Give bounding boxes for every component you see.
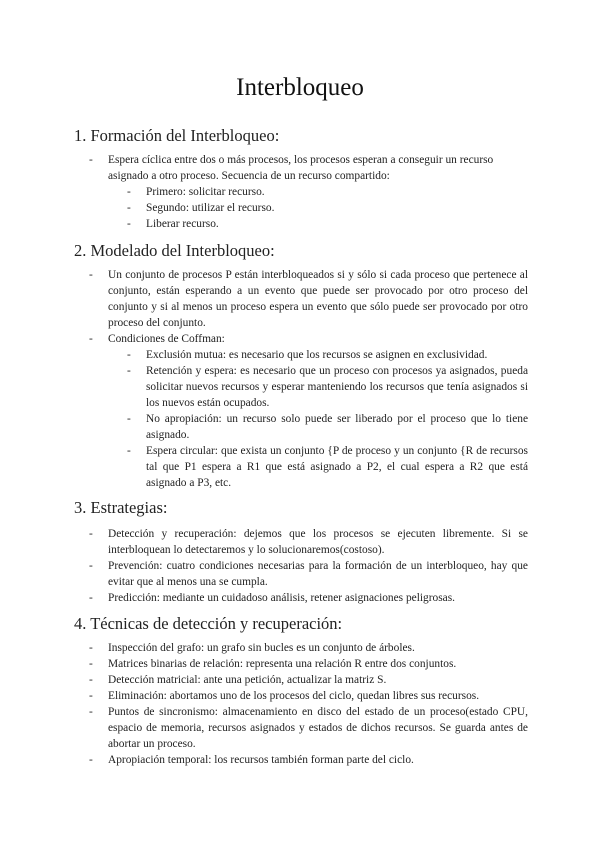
bullet-dash: - xyxy=(89,658,93,670)
section-heading: 3. Estrategias: xyxy=(74,498,168,517)
bullet-dash: - xyxy=(89,690,93,702)
section-heading: 1. Formación del Interbloqueo: xyxy=(74,126,280,145)
bullet-dash: - xyxy=(127,186,131,198)
list-item xyxy=(89,704,528,752)
sub-list-item xyxy=(127,363,528,411)
sub-list-item-text: Liberar recurso. xyxy=(146,218,219,230)
bullet-dash: - xyxy=(89,333,93,345)
bullet-dash: - xyxy=(89,154,93,166)
section-heading: 4. Técnicas de detección y recuperación: xyxy=(74,614,343,633)
list-item xyxy=(89,558,528,590)
sub-list-item-text: Primero: solicitar recurso. xyxy=(146,186,265,198)
list-item-text: Matrices binarias de relación: representa una relación R entre dos conjuntos. xyxy=(108,658,457,670)
bullet-dash: - xyxy=(127,365,131,377)
sub-list-item-text: Retención y espera: es necesario que un proceso con procesos ya asignados, pueda solicitar nuevos recursos y esperar manteniendo los recursos que tenía asignados si los nuevos están ocupados. xyxy=(146,365,528,409)
sub-list-item xyxy=(127,411,528,443)
sub-list-item-text: Segundo: utilizar el recurso. xyxy=(146,202,275,214)
list-item-text: Detección y recuperación: dejemos que los procesos se ejecuten libremente. Si se interbloquean lo detectaremos y lo solucionaremos(costoso). xyxy=(108,528,528,556)
sub-list xyxy=(108,347,528,491)
bullet-dash: - xyxy=(89,560,93,572)
sub-list-item xyxy=(127,216,528,232)
section-list xyxy=(0,267,528,491)
bullet-dash: - xyxy=(89,706,93,718)
bullet-dash: - xyxy=(127,202,131,214)
bullet-dash: - xyxy=(89,592,93,604)
section-list xyxy=(0,640,528,768)
list-item-text: Eliminación: abortamos uno de los procesos del ciclo, quedan libres sus recursos. xyxy=(108,690,480,702)
list-item xyxy=(89,590,528,606)
list-item xyxy=(89,640,528,656)
section-list xyxy=(0,526,528,606)
bullet-dash: - xyxy=(89,642,93,654)
bullet-dash: - xyxy=(89,674,93,686)
list-item xyxy=(89,152,528,232)
list-item xyxy=(89,331,528,491)
bullet-dash: - xyxy=(89,528,93,540)
section-heading: 2. Modelado del Interbloqueo: xyxy=(74,241,275,260)
bullet-dash: - xyxy=(89,754,93,766)
sub-list xyxy=(108,184,528,232)
bullet-dash: - xyxy=(127,218,131,230)
list-item xyxy=(89,656,528,672)
list-item-text: Espera cíclica entre dos o más procesos, los procesos esperan a conseguir un recurso asignado a otro proceso. Secuencia de un recurso compartido: xyxy=(108,154,494,182)
list-item xyxy=(89,688,528,704)
list-item-text: Detección matricial: ante una petición, actualizar la matriz S. xyxy=(108,674,387,686)
list-item-text: Prevención: cuatro condiciones necesarias para la formación de un interbloqueo, hay que evitar que al menos una se cumpla. xyxy=(108,560,528,588)
sub-list-item-text: No apropiación: un recurso solo puede ser liberado por el proceso que lo tiene asignado. xyxy=(146,413,528,441)
list-item xyxy=(89,526,528,558)
sub-list-item xyxy=(127,184,528,200)
bullet-dash: - xyxy=(89,269,93,281)
sub-list-item xyxy=(127,200,528,216)
list-item-text: Un conjunto de procesos P están interbloqueados si y sólo si cada proceso que pertenece al conjunto, están esperando a un evento que puede ser provocado por otro proceso del conjunto y si al menos un proceso espera un evento que sólo puede ser provocado por otro proceso del conjunto. xyxy=(108,269,528,329)
bullet-dash: - xyxy=(127,349,131,361)
list-item xyxy=(89,672,528,688)
list-item-text: Inspección del grafo: un grafo sin bucles es un conjunto de árboles. xyxy=(108,642,415,654)
sub-list-item-text: Espera circular: que exista un conjunto {P de proceso y un conjunto {R de recursos tal que P1 espera a R1 que está asignado a P2, el cual espera a R2 que está asignado a P3, etc. xyxy=(146,445,528,489)
page-title: Interbloqueo xyxy=(236,74,364,101)
list-item-text: Puntos de sincronismo: almacenamiento en disco del estado de un proceso(estado CPU, espacio de memoria, recursos asignados y estados de dichos recursos. Se guarda antes de abortar un proceso. xyxy=(108,706,528,750)
list-item-text: Apropiación temporal: los recursos también forman parte del ciclo. xyxy=(108,754,414,766)
list-item xyxy=(89,267,528,331)
list-item xyxy=(89,752,528,768)
sub-list-item xyxy=(127,347,528,363)
bullet-dash: - xyxy=(127,413,131,425)
bullet-dash: - xyxy=(127,445,131,457)
list-item-text: Predicción: mediante un cuidadoso análisis, retener asignaciones peligrosas. xyxy=(108,592,455,604)
sub-list-item xyxy=(127,443,528,491)
sub-list-item-text: Exclusión mutua: es necesario que los recursos se asignen en exclusividad. xyxy=(146,349,488,361)
section-list xyxy=(0,152,528,232)
list-item-text: Condiciones de Coffman: xyxy=(108,333,225,345)
